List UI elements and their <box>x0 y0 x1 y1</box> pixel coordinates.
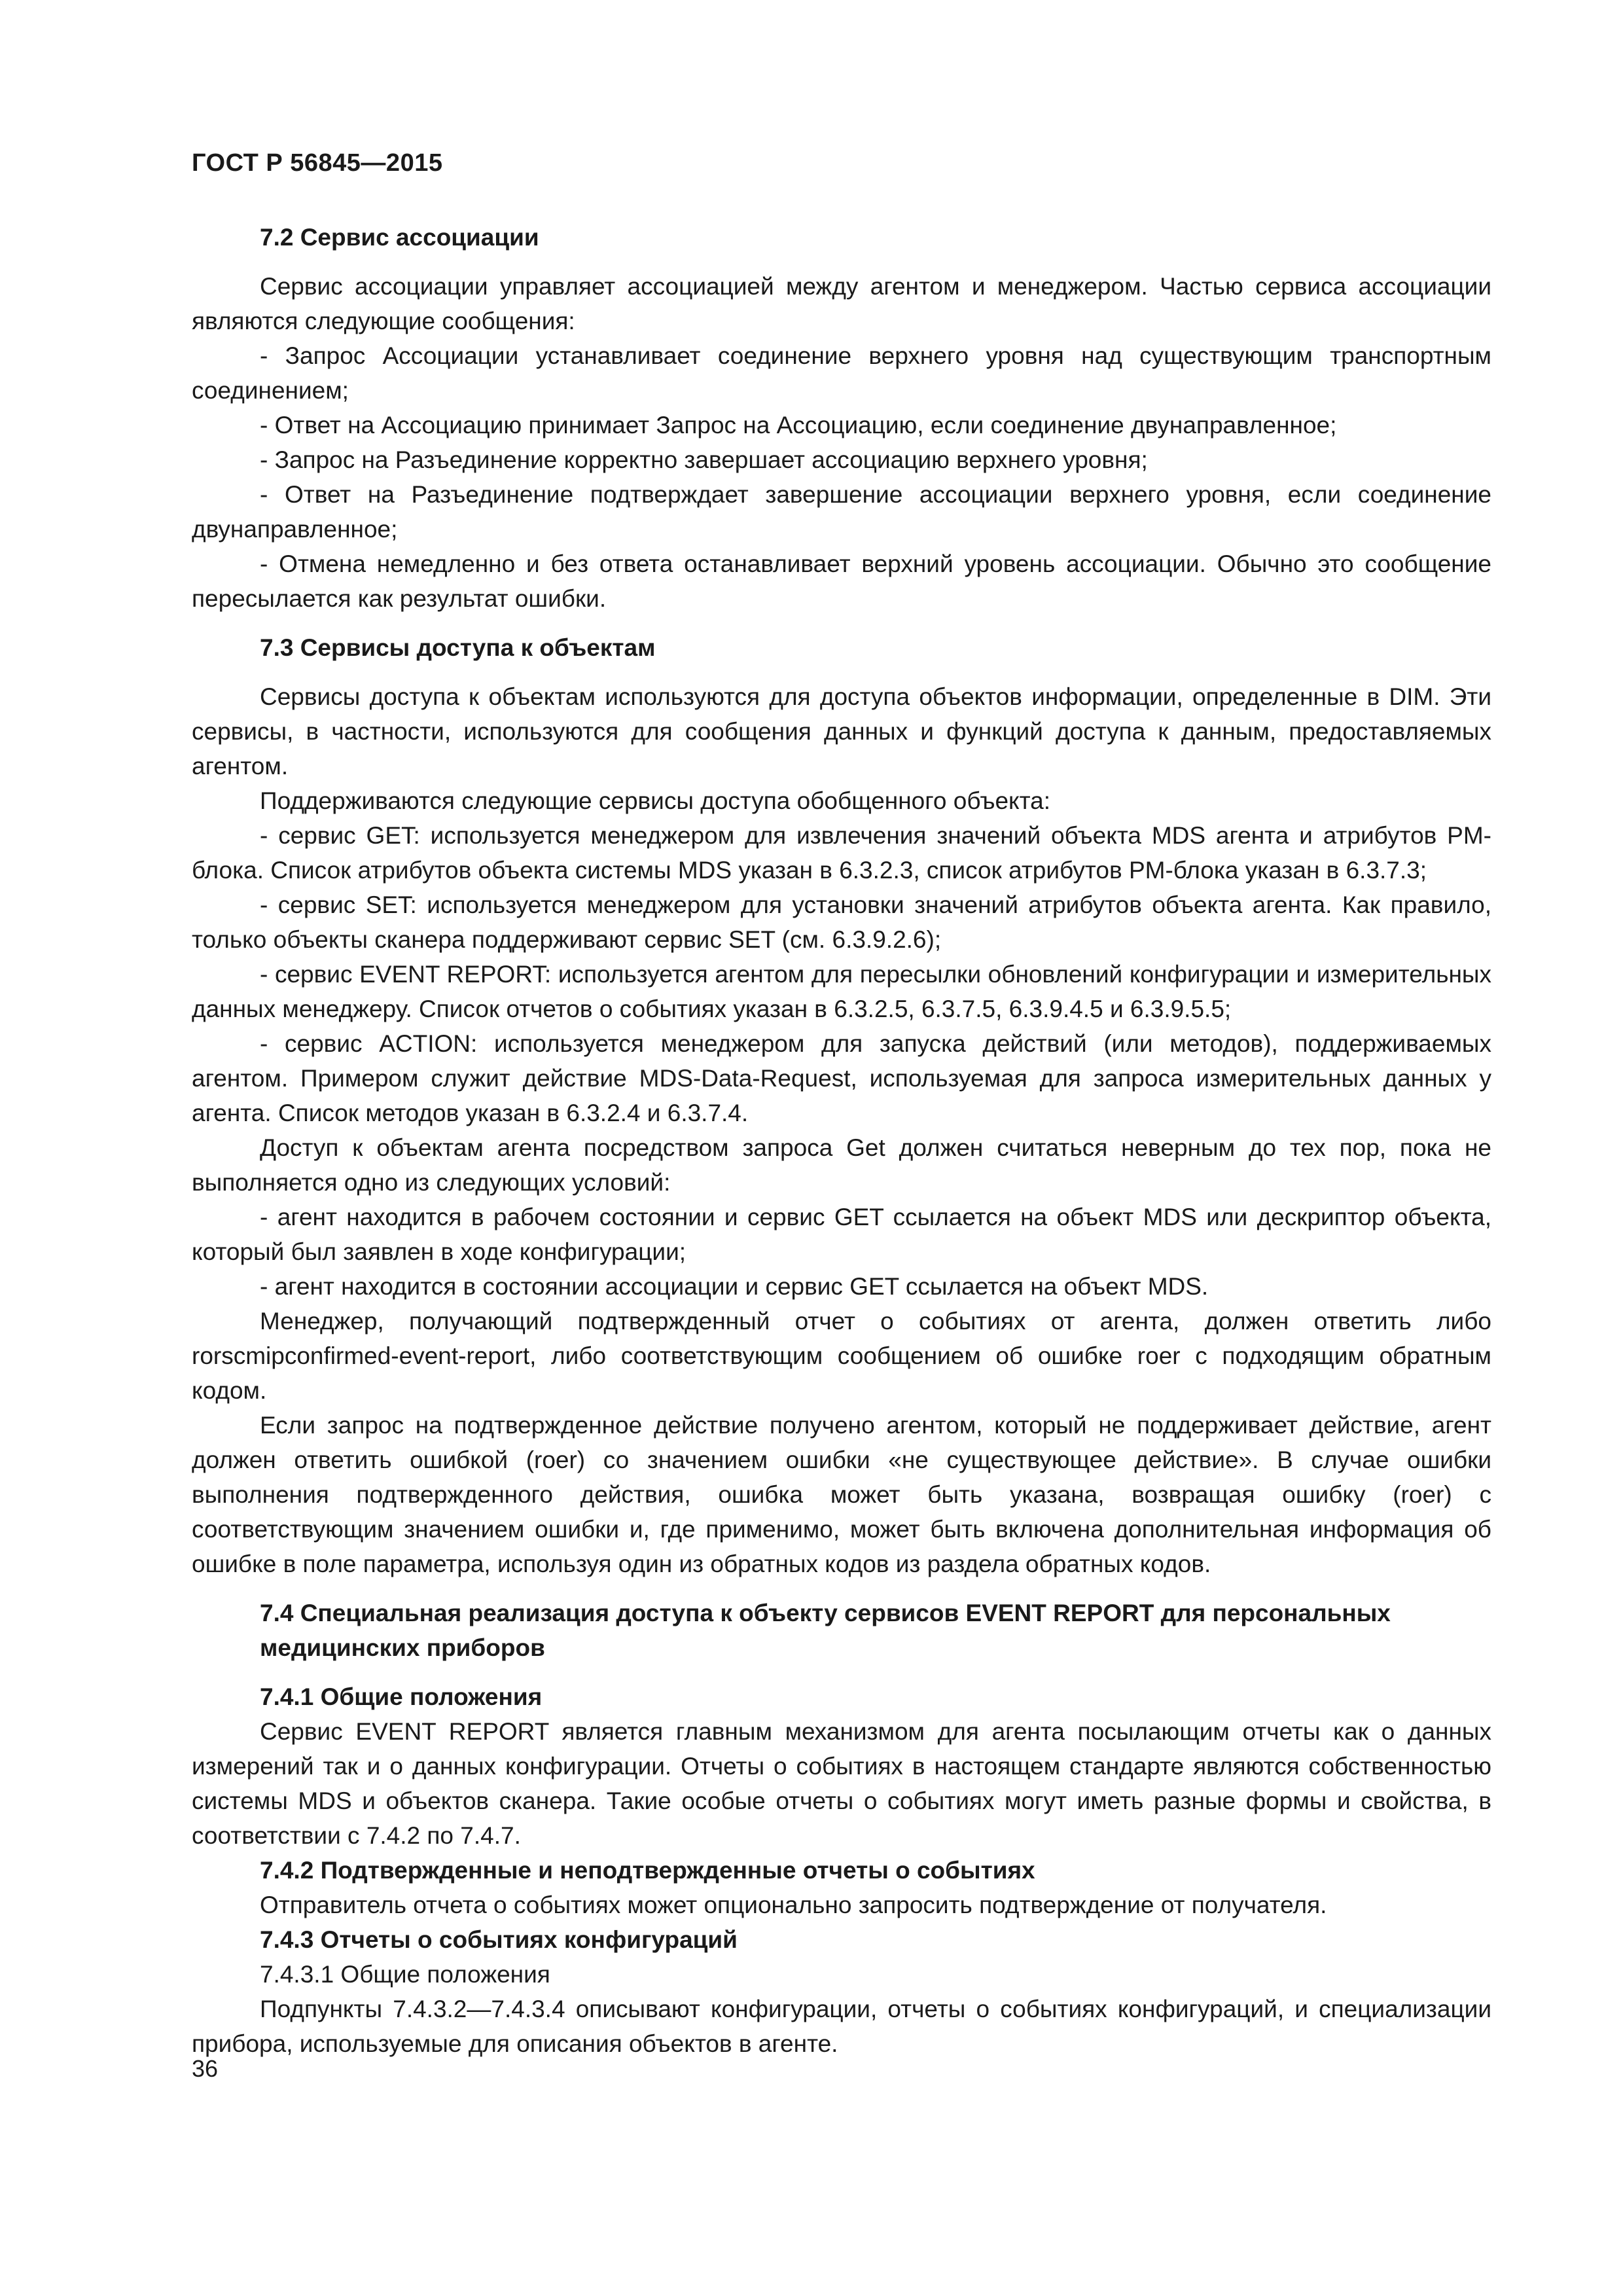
paragraph: Сервис ассоциации управляет ассоциацией между агентом и менеджером. Частью сервиса ассоциации являются следующие сообщения: <box>192 273 1491 334</box>
paragraph: Сервисы доступа к объектам используются для доступа объектов информации, определенные в DIM. Эти сервисы, в частности, используются для сообщения данных и функций доступа к данным, предоставляемых агентом. <box>192 683 1491 780</box>
section-7-4-3-1-heading: 7.4.3.1 Общие положения <box>260 1961 550 1988</box>
paragraph: Доступ к объектам агента посредством запроса Get должен считаться неверным до тех пор, пока не выполняется одно из следующих условий: <box>192 1134 1491 1196</box>
document-body <box>192 220 1491 2061</box>
list-item: - сервис EVENT REPORT: используется агентом для пересылки обновлений конфигурации и измерительных данных менеджеру. Список отчетов о событиях указан в 6.3.2.5, 6.3.7.5, 6.3.9.4.5 и 6.3.9.5.5; <box>192 961 1491 1022</box>
section-7-3-heading: 7.3 Сервисы доступа к объектам <box>260 634 656 661</box>
paragraph: Отправитель отчета о событиях может опционально запросить подтверждение от получателя. <box>260 1892 1327 1918</box>
list-item: - сервис GET: используется менеджером для извлечения значений объекта MDS агента и атрибутов PM-блока. Список атрибутов объекта системы MDS указан в 6.3.2.3, список атрибутов PM-блока указан в 6.3.7.3; <box>192 822 1491 884</box>
paragraph: Сервис EVENT REPORT является главным механизмом для агента посылающим отчеты как о данных измерений так и о данных конфигурации. Отчеты о событиях в настоящем стандарте являются собственностью системы MDS и объектов сканера. Такие особые отчеты о событиях могут иметь разные формы и свойства, в соответствии с 7.4.2 по 7.4.7. <box>192 1718 1491 1849</box>
page-number: 36 <box>192 2055 219 2082</box>
paragraph: Подпункты 7.4.3.2—7.4.3.4 описывают конфигурации, отчеты о событиях конфигураций, и специализации прибора, используемые для описания объектов в агенте. <box>192 1996 1491 2057</box>
section-7-4-1-heading: 7.4.1 Общие положения <box>260 1683 543 1710</box>
standard-header: ГОСТ Р 56845—2015 <box>192 149 443 177</box>
section-7-2-heading: 7.2 Сервис ассоциации <box>260 224 539 251</box>
paragraph: Если запрос на подтвержденное действие получено агентом, который не поддерживает действие, агент должен ответить ошибкой (roer) со значением ошибки «не существующее действие». В случае ошибки выполнения подтвержденного действия, ошибка может быть указана, возвращая ошибку (roer) с соответствующим значением ошибки и, где применимо, может быть включена дополнительная информация об ошибке в поле параметра, используя один из обратных кодов из раздела обратных кодов. <box>192 1412 1491 1577</box>
list-item: - агент находится в рабочем состоянии и сервис GET ссылается на объект MDS или дескриптор объекта, который был заявлен в ходе конфигурации; <box>192 1204 1491 1265</box>
list-item: - Отмена немедленно и без ответа останавливает верхний уровень ассоциации. Обычно это сообщение пересылается как результат ошибки. <box>192 550 1491 612</box>
section-7-4-heading: 7.4 Специальная реализация доступа к объекту сервисов EVENT REPORT для персональных медицинских приборов <box>260 1600 1391 1661</box>
list-item: - сервис ACTION: используется менеджером для запуска действий (или методов), поддерживаемых агентом. Примером служит действие MDS-Data-Request, используемая для запроса измерительных данных у агента. Список методов указан в 6.3.2.4 и 6.3.7.4. <box>192 1030 1491 1126</box>
list-item: - сервис SET: используется менеджером для установки значений атрибутов объекта агента. Как правило, только объекты сканера поддерживают сервис SET (см. 6.3.9.2.6); <box>192 891 1491 953</box>
list-item: - агент находится в состоянии ассоциации и сервис GET ссылается на объект MDS. <box>260 1273 1209 1300</box>
section-7-4-3-heading: 7.4.3 Отчеты о событиях конфигураций <box>260 1926 738 1953</box>
list-item: - Запрос Ассоциации устанавливает соединение верхнего уровня над существующим транспортным соединением; <box>192 342 1491 404</box>
paragraph: Поддерживаются следующие сервисы доступа обобщенного объекта: <box>260 787 1051 814</box>
list-item: - Ответ на Ассоциацию принимает Запрос на Ассоциацию, если соединение двунаправленное; <box>260 412 1337 439</box>
section-7-4-2-heading: 7.4.2 Подтвержденные и неподтвержденные отчеты о событиях <box>260 1857 1035 1884</box>
list-item: - Ответ на Разъединение подтверждает завершение ассоциации верхнего уровня, если соединение двунаправленное; <box>192 481 1491 543</box>
paragraph: Менеджер, получающий подтвержденный отчет о событиях от агента, должен ответить либо rorscmipconfirmed-event-report, либо соответствующим сообщением об ошибке roer с подходящим обратным кодом. <box>192 1308 1491 1404</box>
list-item: - Запрос на Разъединение корректно завершает ассоциацию верхнего уровня; <box>260 446 1148 473</box>
